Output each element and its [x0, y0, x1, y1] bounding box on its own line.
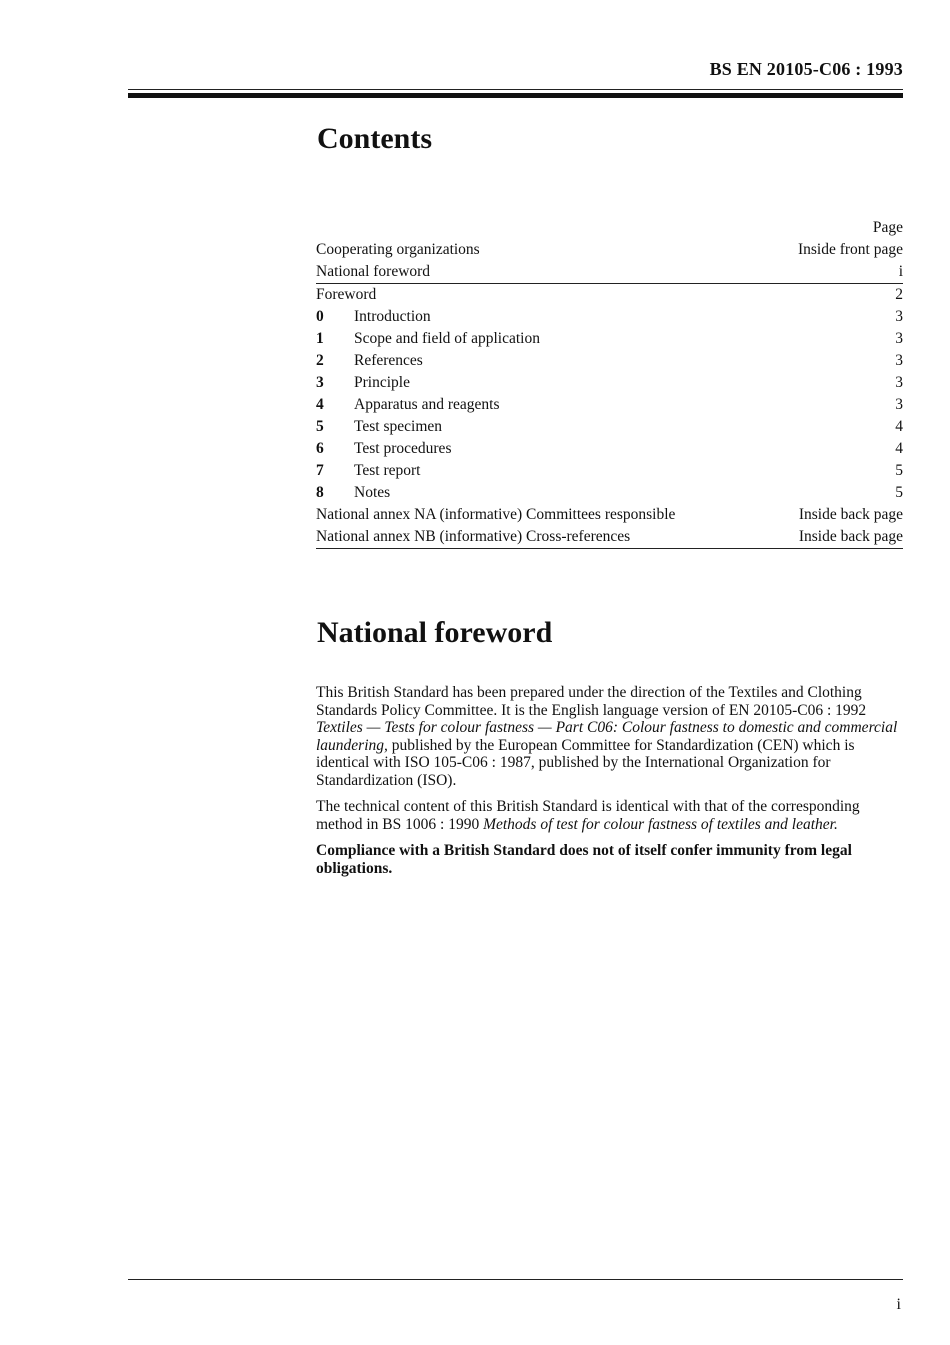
toc-entry-page: Inside front page — [797, 241, 903, 258]
foreword-paragraph-1 — [316, 684, 903, 789]
toc-row — [316, 504, 903, 526]
toc-entry-left — [316, 239, 480, 261]
toc-clause-number: 8 — [316, 484, 324, 501]
toc-entry-page: Inside back page — [798, 528, 903, 545]
document-code: BS EN 20105-C06 : 1993 — [709, 59, 903, 79]
toc-entry-left — [316, 460, 421, 482]
toc-clause-number: 0 — [316, 308, 324, 325]
toc-entry-left — [316, 350, 423, 372]
toc-entry-left — [316, 261, 430, 283]
toc-entry-label: National annex NB (informative) Cross-references — [316, 528, 631, 545]
national-foreword-body — [316, 684, 903, 886]
toc-row — [316, 350, 903, 372]
toc-row — [316, 306, 903, 328]
toc-entry-label: Principle — [354, 374, 410, 391]
toc-entry-page: i — [898, 263, 903, 280]
toc-entry-left — [316, 372, 410, 394]
header-rule-thick — [128, 93, 903, 98]
toc-entry-left — [316, 328, 540, 350]
toc-entry-label: Apparatus and reagents — [354, 396, 500, 413]
toc-entry-page: 2 — [895, 286, 903, 303]
toc-page-heading: Page — [872, 219, 903, 236]
footer-rule — [128, 1279, 903, 1280]
toc-page-heading-row — [316, 217, 903, 239]
contents-title: Contents — [317, 122, 433, 155]
toc-entry-left — [316, 394, 499, 416]
toc-entry-label: National foreword — [316, 263, 431, 280]
toc-entry-page: 3 — [895, 308, 903, 325]
toc-row — [316, 284, 903, 306]
toc-entry-label: National annex NA (informative) Committees responsible — [316, 506, 676, 523]
toc-entry-label: References — [354, 352, 423, 369]
toc-row — [316, 438, 903, 460]
toc-clause-number: 2 — [316, 352, 324, 369]
toc-entry-page: 3 — [895, 396, 903, 413]
toc-entry-left — [316, 482, 390, 504]
toc-row — [316, 261, 903, 284]
toc-entry-page: 4 — [895, 418, 903, 435]
toc-row — [316, 482, 903, 504]
toc-clause-number: 7 — [316, 462, 324, 479]
foreword-p1-italic-title: Textiles — Tests for colour fastness — Part C06: Colour fastness to domestic and commercial laundering, — [316, 719, 898, 754]
foreword-p2-italic-title: Methods of test for colour fastness of textiles and leather. — [483, 815, 838, 833]
toc-entry-left — [316, 416, 442, 438]
toc-entry-page: 3 — [895, 352, 903, 369]
toc-entry-page: 3 — [895, 374, 903, 391]
toc-row — [316, 372, 903, 394]
toc-clause-number: 5 — [316, 418, 324, 435]
toc-entry-page: 3 — [895, 330, 903, 347]
toc-entry-label: Introduction — [354, 308, 431, 325]
toc-clause-number: 6 — [316, 440, 324, 457]
toc-entry-left — [316, 526, 630, 548]
toc-entry-page: Inside back page — [798, 506, 903, 523]
toc-entries — [316, 239, 903, 549]
national-foreword-title: National foreword — [317, 616, 553, 649]
toc-entry-label: Scope and field of application — [354, 330, 540, 347]
toc-entry-label: Foreword — [316, 286, 377, 303]
toc-row — [316, 394, 903, 416]
page-number: i — [896, 1296, 901, 1313]
toc-clause-number: 1 — [316, 330, 324, 347]
toc-entry-label: Cooperating organizations — [316, 241, 480, 258]
toc-row — [316, 328, 903, 350]
toc-row — [316, 526, 903, 549]
toc-entry-label: Test report — [354, 462, 421, 479]
toc-entry-left — [316, 504, 675, 526]
toc-entry-label: Test procedures — [354, 440, 452, 457]
foreword-paragraph-2 — [316, 798, 903, 833]
toc-clause-number: 3 — [316, 374, 324, 391]
toc-entry-left — [316, 306, 431, 328]
toc-entry-label: Test specimen — [354, 418, 443, 435]
header-rule-thin — [128, 89, 903, 90]
toc-entry-page: 4 — [895, 440, 903, 457]
toc-entry-left — [316, 438, 451, 460]
foreword-p2-text-a: The technical content of this British Standard is identical with that of the corresponding method in BS 1006 : 1990 — [316, 798, 860, 833]
table-of-contents — [316, 217, 903, 549]
toc-entry-left — [316, 284, 376, 306]
toc-entry-page: 5 — [895, 484, 903, 501]
toc-clause-number: 4 — [316, 396, 324, 413]
foreword-p1-text-a: This British Standard has been prepared under the direction of the Textiles and Clothing Standards Policy Committee. It is the English language version of EN 20105-C06 : 1992 — [316, 684, 867, 719]
foreword-p1-text-b: published by the European Committee for Standardization (CEN) which is identical with ISO 105-C06 : 1987, published by the International Organization for Standardization (ISO). — [316, 736, 855, 789]
toc-row — [316, 239, 903, 261]
foreword-compliance-statement: Compliance with a British Standard does not of itself confer immunity from legal obligations. — [316, 842, 852, 877]
toc-row — [316, 416, 903, 438]
toc-entry-page: 5 — [895, 462, 903, 479]
toc-row — [316, 460, 903, 482]
toc-entry-label: Notes — [354, 484, 391, 501]
